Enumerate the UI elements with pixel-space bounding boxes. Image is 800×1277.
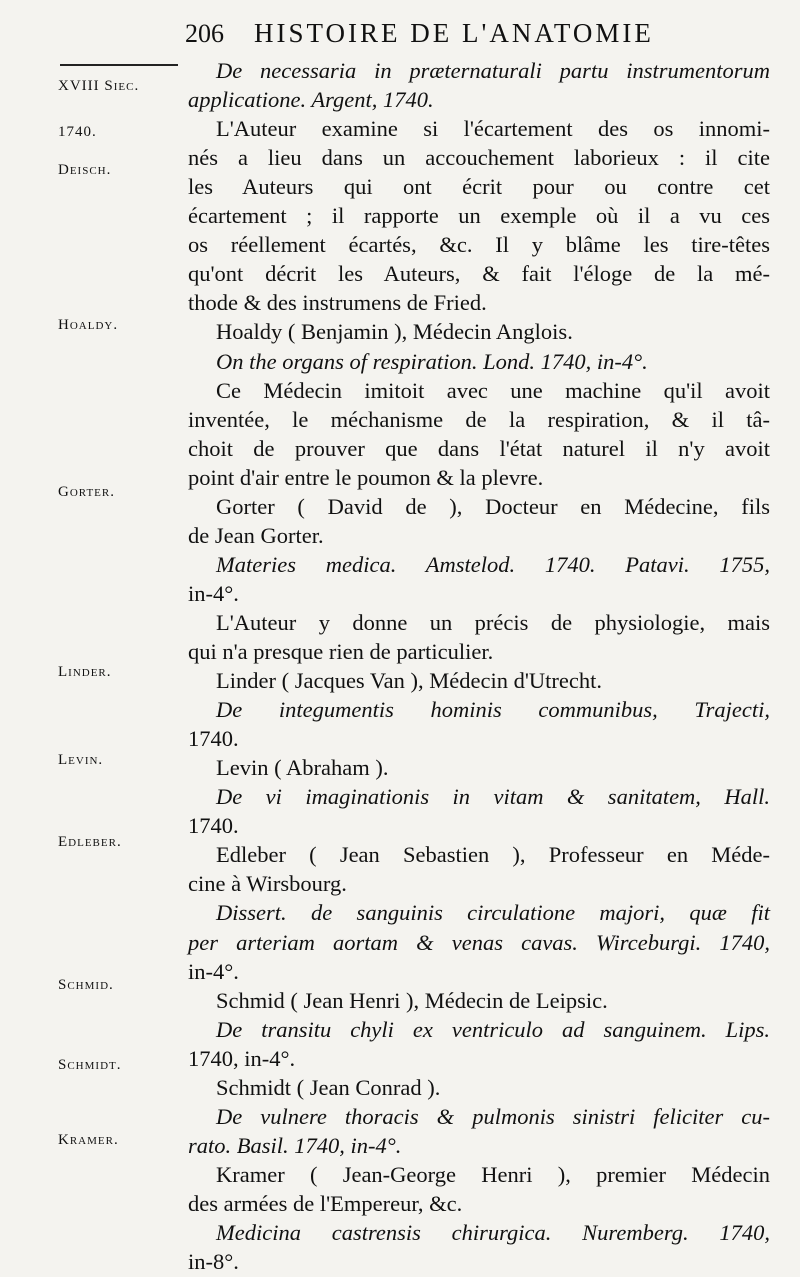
text-line: Schmid ( Jean Henri ), Médecin de Leipsic. [216,987,608,1013]
margin-note-levin: Levin. [58,752,104,768]
text-line: De vi imaginationis in vitam & sanitatem, Hall. [216,784,770,810]
text-line: nés a lieu dans un accouchement laborieux : il cite [188,145,770,171]
margin-note-edleber: Edleber. [58,834,122,850]
text-line: qu'ont décrit les Auteurs, & fait l'éloge de la mé- [188,261,770,287]
text-line: applicatione. Argent, 1740. [188,87,434,113]
text-line: Kramer ( Jean-George Henri ), premier Médecin [216,1161,770,1187]
margin-note-year: 1740. [58,124,97,140]
text-line: 1740. [188,813,239,839]
margin-note-linder: Linder. [58,664,112,680]
text-line: Gorter ( David de ), Docteur en Médecine, fils [216,493,770,519]
text-line: De integumentis hominis communibus, Trajecti, [216,697,770,723]
text-line: 1740, in-4°. [188,1045,296,1071]
text-line: Edleber ( Jean Sebastien ), Professeur en Méde- [216,842,770,868]
text-line: Ce Médecin imitoit avec une machine qu'il avoit [216,377,770,403]
text-line: cine à Wirsbourg. [188,871,347,897]
text-line: rato. Basil. 1740, in-4°. [188,1132,402,1158]
margin-note-deisch: Deisch. [58,162,112,178]
text-line: inventée, le méchanisme de la respiration, & il tâ- [188,406,770,432]
text-line: les Auteurs qui ont écrit pour ou contre cet [188,174,770,200]
text-line: choit de prouver que dans l'état naturel il n'y avoit [188,435,770,461]
text-line: L'Auteur y donne un précis de physiologie, mais [216,609,770,635]
text-line: Hoaldy ( Benjamin ), Médecin Anglois. [216,319,573,345]
text-line: de Jean Gorter. [188,522,324,548]
text-line: Dissert. de sanguinis circulatione majori, quæ fit [216,900,770,926]
text-line: 1740. [188,726,239,752]
text-line: in-4°. [188,958,239,984]
text-line: De necessaria in præternaturali partu instrumentorum [216,58,770,83]
margin-note-kramer: Kramer. [58,1132,119,1148]
text-line: qui n'a presque rien de particulier. [188,639,494,664]
text-line: De vulnere thoracis & pulmonis sinistri feliciter cu- [216,1103,770,1129]
text-line: Levin ( Abraham ). [216,755,389,781]
text-line: Linder ( Jacques Van ), Médecin d'Utrecht. [216,668,603,694]
margin-note-hoaldy: Hoaldy. [58,317,119,333]
text-line: L'Auteur examine si l'écartement des os innomi- [216,116,770,142]
text-line: On the organs of respiration. Lond. 1740, in-4°. [216,348,648,374]
margin-note-schmid: Schmid. [58,977,114,993]
text-line: des armées de l'Empereur, &c. [188,1190,463,1216]
margin-note-gorter: Gorter. [58,484,115,500]
page-number: 206 [185,19,224,48]
text-line: per arteriam aortam & venas cavas. Wirceburgi. 1740, [188,929,770,955]
text-line: point d'air entre le poumon & la plevre. [188,464,544,490]
margin-note-schmidt: Schmidt. [58,1057,122,1073]
text-line: Materies medica. Amstelod. 1740. Patavi. 1755, [216,551,770,577]
margin-rule [60,64,178,66]
margin-note-siecle: XVIII Siec. [58,78,140,94]
text-line: De transitu chyli ex ventriculo ad sanguinem. Lips. [216,1016,770,1042]
text-line: thode & des instrumens de Fried. [188,290,487,316]
text-line: os réellement écartés, &c. Il y blâme les tire-têtes [188,232,770,258]
text-line: Schmidt ( Jean Conrad ). [216,1074,441,1100]
text-line: Medicina castrensis chirurgica. Nuremberg. 1740, [216,1220,770,1245]
text-line: in-8°. [188,1249,239,1275]
running-title: HISTOIRE DE L'ANATOMIE [254,18,654,48]
text-line: in-4°. [188,580,239,606]
running-header [185,18,785,54]
text-line: écartement ; il rapporte un exemple où il a vu ces [188,203,770,229]
